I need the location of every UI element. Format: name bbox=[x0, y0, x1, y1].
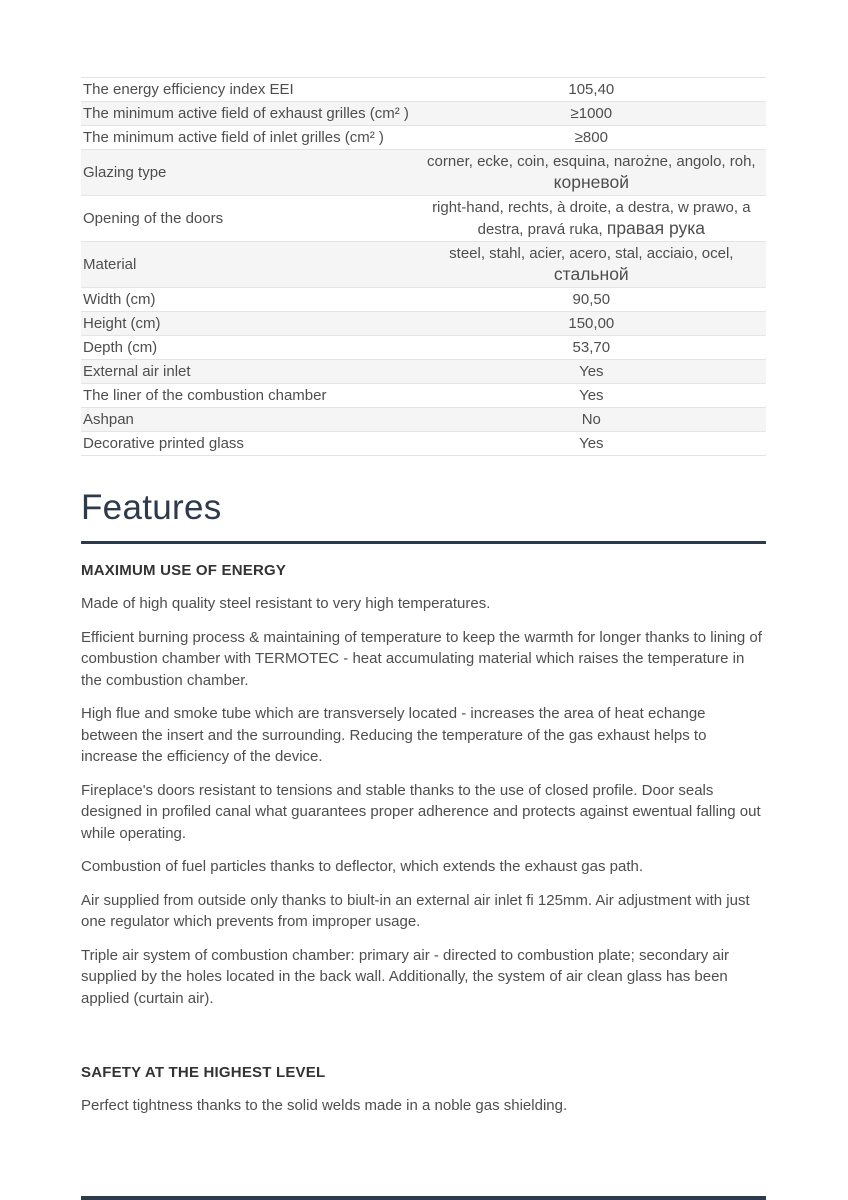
spec-row-value: steel, stahl, acier, acero, stal, acciaio, ocel, стальной bbox=[417, 242, 766, 288]
spec-row bbox=[81, 242, 766, 288]
spec-row bbox=[81, 360, 766, 384]
feature-subheading: SAFETY AT THE HIGHEST LEVEL bbox=[81, 1064, 326, 1081]
spec-row-value: Yes bbox=[417, 384, 766, 408]
spec-row-value: 53,70 bbox=[417, 336, 766, 360]
spec-table-body bbox=[81, 78, 766, 456]
spec-row-value: No bbox=[417, 408, 766, 432]
feature-paragraph: High flue and smoke tube which are transversely located - increases the area of heat echange between the insert and the surrounding. Reducing the temperature of the gas exhaust helps to increase the efficiency of the device. bbox=[81, 705, 707, 765]
feature-paragraphs bbox=[81, 1095, 766, 1117]
spec-row bbox=[81, 150, 766, 196]
feature-paragraph: Perfect tightness thanks to the solid welds made in a noble gas shielding. bbox=[81, 1097, 568, 1114]
feature-paragraph: Air supplied from outside only thanks to biult-in an external air inlet fi 125mm. Air adjustment with just one regulator which prevents from improper usage. bbox=[81, 891, 750, 930]
spec-row-label: External air inlet bbox=[81, 360, 417, 384]
spec-row bbox=[81, 336, 766, 360]
spec-row-value: ≥1000 bbox=[417, 102, 766, 126]
spec-row-label: The energy efficiency index EEI bbox=[81, 78, 417, 102]
spec-row bbox=[81, 102, 766, 126]
feature-section bbox=[81, 561, 766, 1009]
feature-paragraph: Combustion of fuel particles thanks to deflector, which extends the exhaust gas path. bbox=[81, 858, 643, 875]
spec-row-label: Width (cm) bbox=[81, 288, 417, 312]
spec-row-label: The minimum active field of exhaust grilles (cm² ) bbox=[81, 102, 417, 126]
spec-row-label: Height (cm) bbox=[81, 312, 417, 336]
spec-row-label: Material bbox=[81, 242, 417, 288]
spec-row bbox=[81, 312, 766, 336]
feature-subheading: MAXIMUM USE OF ENERGY bbox=[81, 562, 287, 579]
spec-row-label: Decorative printed glass bbox=[81, 432, 417, 456]
spec-row-label: Glazing type bbox=[81, 150, 417, 196]
feature-paragraph: Triple air system of combustion chamber: primary air - directed to combustion plate; secondary air supplied by the holes located in the back wall. Additionally, the system of air clean glass has been applied (curtain air). bbox=[81, 946, 730, 1007]
spec-row-label: Depth (cm) bbox=[81, 336, 417, 360]
spec-row bbox=[81, 78, 766, 102]
features-heading: Features bbox=[81, 488, 222, 527]
feature-paragraphs bbox=[81, 593, 766, 1009]
features-divider bbox=[81, 541, 766, 544]
feature-paragraph: Fireplace's doors resistant to tensions and stable thanks to the use of closed profile. Door seals designed in profiled canal what guarantees proper adherence and protects against ewentual falling out while operating. bbox=[81, 781, 761, 842]
features-sections bbox=[81, 561, 766, 1117]
spec-row-label: Ashpan bbox=[81, 408, 417, 432]
bottom-section-divider bbox=[81, 1196, 766, 1200]
feature-paragraph: Efficient burning process & maintaining of temperature to keep the warmth for longer thanks to lining of combustion chamber with TERMOTEC - heat accumulating material which raises the temperature in the combustion chamber. bbox=[81, 628, 762, 689]
feature-paragraph: Made of high quality steel resistant to very high temperatures. bbox=[81, 595, 491, 612]
spec-row-label: The liner of the combustion chamber bbox=[81, 384, 417, 408]
spec-row-value: right-hand, rechts, à droite, a destra, w prawo, a destra, pravá ruka, правая рука bbox=[417, 196, 766, 242]
spec-row bbox=[81, 384, 766, 408]
spec-row-value: 150,00 bbox=[417, 312, 766, 336]
spec-row-value: Yes bbox=[417, 360, 766, 384]
spec-row-value: Yes bbox=[417, 432, 766, 456]
feature-section bbox=[81, 1063, 766, 1117]
spec-table bbox=[81, 77, 766, 456]
spec-row-label: Opening of the doors bbox=[81, 196, 417, 242]
spec-row-value: ≥800 bbox=[417, 126, 766, 150]
spec-row-value: 90,50 bbox=[417, 288, 766, 312]
spec-row bbox=[81, 408, 766, 432]
spec-row-value: 105,40 bbox=[417, 78, 766, 102]
spec-row bbox=[81, 126, 766, 150]
spec-row bbox=[81, 288, 766, 312]
page-content bbox=[81, 0, 766, 1117]
spec-row bbox=[81, 196, 766, 242]
spec-row-value: corner, ecke, coin, esquina, narożne, angolo, roh, корневой bbox=[417, 150, 766, 196]
spec-row bbox=[81, 432, 766, 456]
spec-row-label: The minimum active field of inlet grilles (cm² ) bbox=[81, 126, 417, 150]
